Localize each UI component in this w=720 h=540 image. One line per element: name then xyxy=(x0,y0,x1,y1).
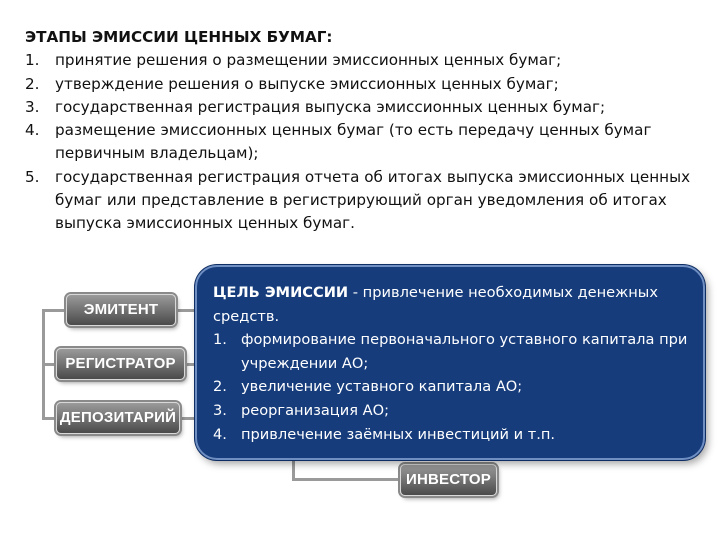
connector-line xyxy=(178,417,195,420)
goal-number: 4. xyxy=(213,425,227,443)
stage-item xyxy=(25,166,705,236)
emission-goal-box xyxy=(195,265,705,460)
stage-text: утверждение решения о выпуске эмиссионных ценных бумаг; xyxy=(55,74,559,93)
goal-item xyxy=(213,375,689,399)
stage-number: 1. xyxy=(25,51,40,70)
depository-node: ДЕПОЗИТАРИЙ xyxy=(56,402,180,434)
stage-number: 4. xyxy=(25,121,40,140)
goal-item xyxy=(213,328,689,375)
goal-text: реорганизация АО; xyxy=(241,401,389,419)
stage-item xyxy=(25,49,705,72)
stage-text: государственная регистрация отчета об итогах выпуска эмиссионных ценных бумаг или представление в регистрирующий орган уведомления об итогах выпуска эмиссионных ценных бумаг. xyxy=(55,167,691,233)
goal-number: 3. xyxy=(213,401,227,419)
connector-line xyxy=(292,458,295,480)
goal-title: ЦЕЛЬ ЭМИССИИ xyxy=(213,284,349,301)
connector-line xyxy=(42,309,45,420)
stage-text: принятие решения о размещении эмиссионных ценных бумаг; xyxy=(55,51,562,70)
connector-line xyxy=(175,309,195,312)
stage-item xyxy=(25,73,705,96)
connector-line xyxy=(42,309,68,312)
stage-item xyxy=(25,96,705,119)
issuer-node: ЭМИТЕНТ xyxy=(66,294,176,326)
stage-text: государственная регистрация выпуска эмиссионных ценных бумаг; xyxy=(55,97,606,116)
connector-line xyxy=(292,478,400,481)
goal-text: увеличение уставного капитала АО; xyxy=(241,378,523,396)
stages-title: ЭТАПЫ ЭМИССИИ ЦЕННЫХ БУМАГ: xyxy=(25,28,333,46)
goal-text: формирование первоначального уставного капитала при учреждении АО; xyxy=(241,331,688,372)
stage-number: 2. xyxy=(25,74,40,93)
stage-item xyxy=(25,119,705,166)
goal-item xyxy=(213,423,689,447)
goal-number: 2. xyxy=(213,378,227,396)
stages-list xyxy=(25,26,705,236)
goal-number: 1. xyxy=(213,331,227,349)
stage-number: 3. xyxy=(25,97,40,116)
investor-node: ИНВЕСТОР xyxy=(400,464,497,496)
stage-number: 5. xyxy=(25,167,40,186)
goal-text: привлечение заёмных инвестиций и т.п. xyxy=(241,425,556,443)
goal-item xyxy=(213,399,689,423)
registrar-node: РЕГИСТРАТОР xyxy=(56,348,185,380)
goal-intro xyxy=(213,281,689,328)
goal-intro-text: - привлечение необходимых денежных средств. xyxy=(213,284,658,325)
connector-line xyxy=(42,417,56,420)
stage-text: размещение эмиссионных ценных бумаг (то есть передачу ценных бумаг первичным владельцам); xyxy=(55,121,652,163)
